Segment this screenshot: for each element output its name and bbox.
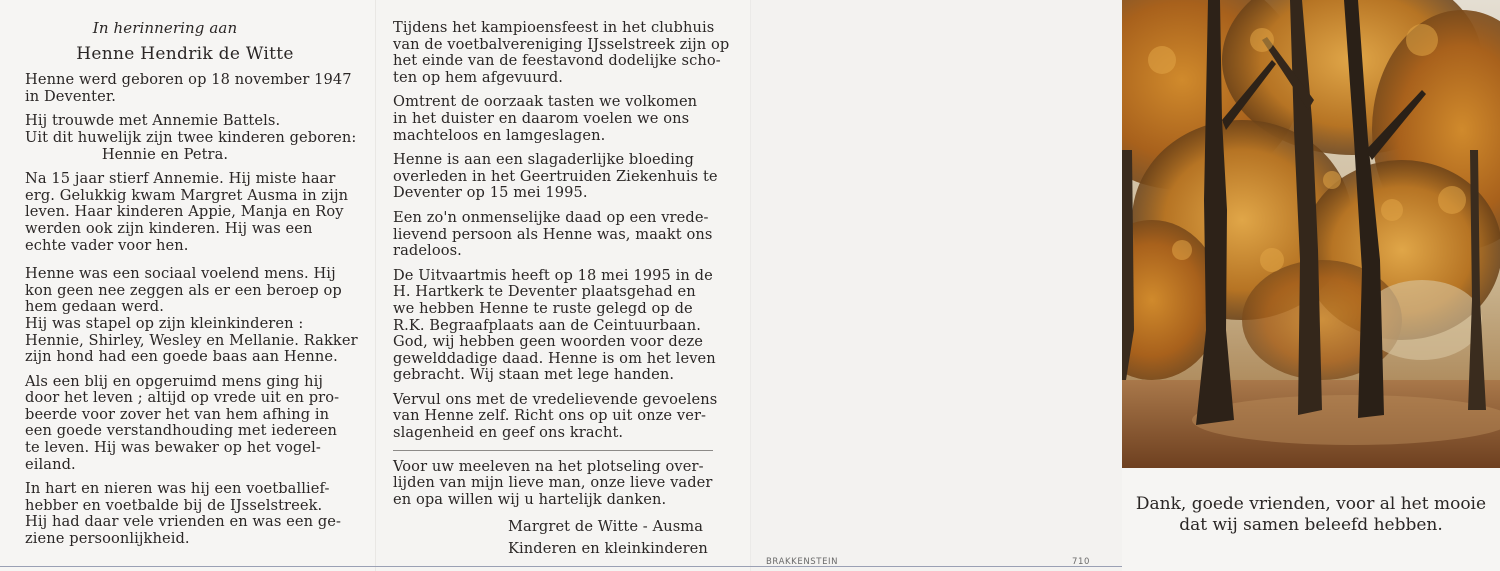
text-line: Voor uw meeleven na het plotseling over- (393, 457, 704, 475)
paragraph (25, 112, 357, 163)
divider (393, 450, 713, 451)
text-line: het einde van de feestavond dodelijke scho- (393, 52, 721, 70)
text-line: De Uitvaartmis heeft op 18 mei 1995 in de (393, 266, 713, 284)
text-line: overleden in het Geertruiden Ziekenhuis te (393, 167, 718, 185)
publisher-label: BRAKKENSTEIN (766, 557, 839, 567)
paragraph (25, 481, 345, 547)
paragraph (393, 19, 730, 86)
paragraph (25, 170, 349, 254)
signature-line: Margret de Witte - Ausma (508, 518, 704, 536)
text-line: beerde voor zover het van hem afhing in (25, 405, 330, 423)
text-line: Henne was een sociaal voelend mens. Hij (25, 265, 336, 283)
text-line: we hebben Henne te ruste gelegd op de (393, 299, 693, 317)
text-line: te leven. Hij was bewaker op het vogel- (25, 439, 321, 457)
bottom-rule (0, 566, 1122, 567)
text-line: echte vader voor hen. (25, 236, 189, 254)
text-line: Een zo'n onmenselijke daad op een vrede- (393, 208, 709, 226)
text-line: erg. Gelukkig kwam Margret Ausma in zijn (25, 186, 349, 204)
paragraph (25, 374, 345, 474)
text-line: zijn hond had een goede baas aan Henne. (25, 348, 338, 366)
paragraph (393, 210, 713, 260)
caption-line: dat wij samen beleefd hebben. (1179, 515, 1443, 535)
text-line: hem gedaan werd. (25, 298, 164, 316)
text-line: Henne werd geboren op 18 november 1947 (25, 71, 352, 89)
signature-line: Kinderen en kleinkinderen (508, 540, 708, 558)
text-line: Deventer op 15 mei 1995. (393, 184, 588, 202)
paragraph (25, 71, 352, 105)
text-line: leven. Haar kinderen Appie, Manja en Roy (25, 203, 344, 221)
text-line: in Deventer. (25, 87, 117, 105)
middle-text-column (393, 19, 730, 560)
text-line: en opa willen wij u hartelijk danken. (393, 490, 667, 508)
text-line: in het duister en daarom voelen we ons (393, 109, 690, 127)
text-line: een goede verstandhouding met iedereen (25, 422, 338, 440)
text-line: Omtrent de oorzaak tasten we volkomen (393, 93, 698, 111)
thanks-paragraph (393, 459, 713, 509)
card-number: 710 (1072, 557, 1091, 567)
text-line: ziene persoonlijkheid. (25, 530, 190, 548)
forest-image (1122, 0, 1500, 468)
text-line: werden ook zijn kinderen. Hij was een (25, 219, 313, 237)
text-line: Hennie en Petra. (101, 145, 229, 163)
paragraph (393, 151, 718, 202)
text-line: God, wij hebben geen woorden voor deze (393, 333, 704, 351)
text-line: Hij trouwde met Annemie Battels. (25, 112, 281, 130)
text-line: Hij had daar vele vrienden en was een ge- (25, 513, 342, 531)
text-line: Hennie, Shirley, Wesley en Mellanie. Rakker (25, 331, 358, 349)
text-line: Uit dit huwelijk zijn twee kinderen geboren: (25, 128, 357, 146)
text-line: In hart en nieren was hij een voetballief- (25, 480, 330, 498)
caption-line: Dank, goede vrienden, voor al het mooie (1135, 494, 1487, 514)
paragraph (25, 265, 358, 366)
text-line: Tijdens het kampioensfeest in het clubhuis (393, 19, 715, 36)
text-line: van de voetbalvereniging IJsselstreek zijn op (393, 35, 730, 53)
text-line: lievend persoon als Henne was, maakt ons (393, 225, 713, 243)
text-line: radeloos. (393, 242, 462, 260)
text-line: kon geen nee zeggen als er een beroep op (25, 281, 342, 299)
text-line: slagenheid en geef ons kracht. (393, 424, 624, 442)
text-line: Vervul ons met de vredelievende gevoelens (393, 390, 718, 408)
text-line: machteloos en lamgeslagen. (393, 126, 606, 144)
text-line: gewelddadige daad. Henne is om het leven (393, 349, 716, 367)
text-line: eiland. (25, 455, 76, 473)
text-line: H. Hartkerk te Deventer plaatsgehad en (393, 283, 696, 301)
text-line: door het leven ; altijd op vrede uit en pro- (25, 389, 340, 407)
photo-caption (1122, 494, 1500, 536)
text-line: gebracht. Wij staan met lege handen. (393, 366, 675, 384)
text-line: lijden van mijn lieve man, onze lieve vader (393, 474, 713, 492)
fold-line (375, 0, 376, 571)
text-line: ten op hem afgevuurd. (393, 68, 563, 86)
paragraph (393, 266, 716, 384)
deceased-name: Henne Hendrik de Witte (76, 43, 294, 64)
paragraph (393, 390, 718, 442)
intro-heading: In herinnering aan (92, 19, 238, 37)
card-panel-blank (750, 0, 1122, 571)
signature (393, 516, 713, 560)
text-line: Hij was stapel op zijn kleinkinderen : (25, 314, 304, 332)
paragraph (393, 94, 713, 144)
text-line: van Henne zelf. Richt ons op uit onze ver- (393, 407, 707, 425)
fold-line (750, 0, 751, 571)
text-line: Als een blij en opgeruimd mens ging hij (25, 372, 324, 390)
text-line: hebber en voetbalde bij de IJsselstreek. (25, 496, 323, 514)
autumn-forest-photo (1122, 0, 1500, 468)
text-line: R.K. Begraafplaats aan de Ceintuurbaan. (393, 316, 701, 334)
left-text-column (25, 19, 358, 556)
text-line: Na 15 jaar stierf Annemie. Hij miste haar (25, 170, 336, 188)
text-line: Henne is aan een slagaderlijke bloeding (393, 151, 694, 169)
